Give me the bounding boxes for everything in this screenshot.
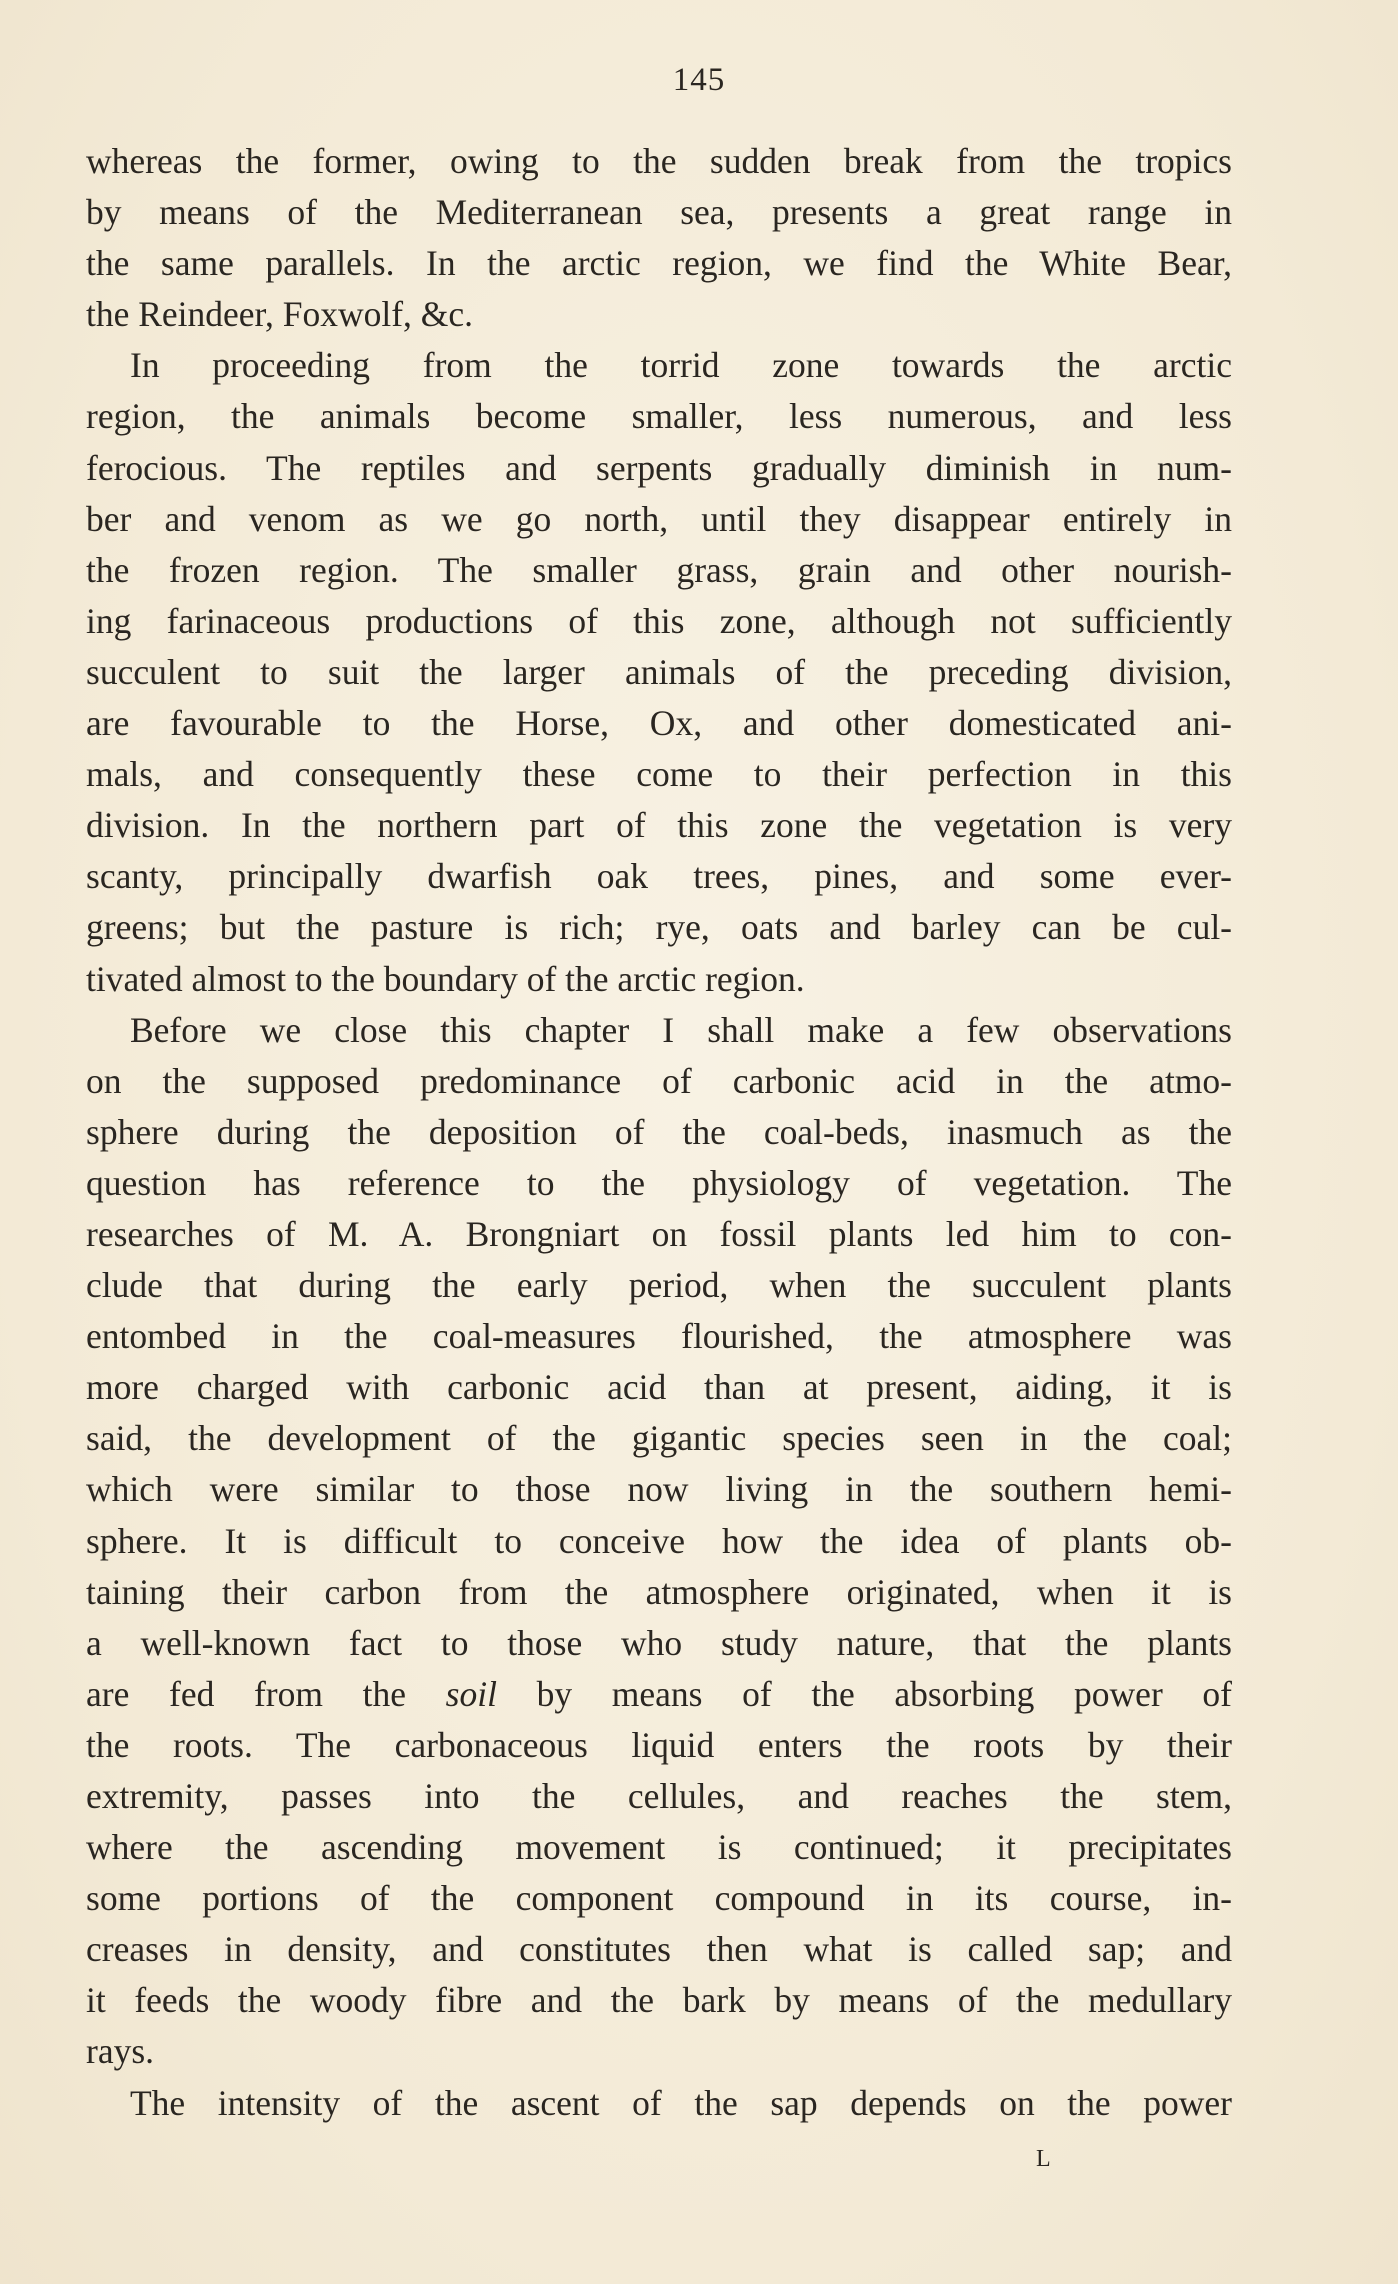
italic-word: soil	[445, 1673, 497, 1714]
text-line: ber and venom as we go north, until they disappear entirely in	[86, 498, 1232, 539]
text-line: mals, and consequently these come to their perfection in this	[86, 754, 1232, 795]
text-line: extremity, passes into the cellules, and reaches the stem,	[86, 1776, 1232, 1816]
text-line: the same parallels. In the arctic region, we find the White Bear,	[86, 243, 1232, 284]
text-line: rays.	[86, 2031, 155, 2072]
text-line: sphere during the deposition of the coal-beds, inasmuch as the	[86, 1111, 1232, 1152]
text-line: the frozen region. The smaller grass, grain and other nourish-	[86, 549, 1232, 590]
text-line: taining their carbon from the atmosphere originated, when it is	[86, 1571, 1232, 1612]
text-line: region, the animals become smaller, less numerous, and less	[86, 396, 1232, 437]
text-line: whereas the former, owing to the sudden break from the tropics	[86, 141, 1232, 181]
text-run: by means of the absorbing power of	[496, 1673, 1232, 1714]
text-line: are favourable to the Horse, Ox, and other domesticated ani-	[86, 703, 1232, 744]
text-line: tivated almost to the boundary of the arctic region.	[86, 958, 805, 999]
text-line: the Reindeer, Foxwolf, &c.	[86, 294, 474, 335]
text-line: said, the development of the gigantic species seen in the coal;	[86, 1418, 1232, 1459]
text-line: clude that during the early period, when the succulent plants	[86, 1265, 1232, 1306]
body-text	[86, 136, 1232, 2129]
text-line: which were similar to those now living in the southern hemi-	[86, 1469, 1232, 1510]
text-line: sphere. It is difficult to conceive how the idea of plants ob-	[86, 1520, 1232, 1561]
signature-mark: L	[1036, 2146, 1052, 2172]
text-run: are fed from the	[86, 1673, 446, 1714]
text-line: on the supposed predominance of carbonic acid in the atmo-	[86, 1060, 1232, 1101]
text-line: scanty, principally dwarfish oak trees, pines, and some ever-	[86, 856, 1232, 897]
text-line: greens; but the pasture is rich; rye, oats and barley can be cul-	[86, 907, 1232, 948]
paragraph-start-line: The intensity of the ascent of the sap depends on the power	[130, 2082, 1232, 2123]
text-line: some portions of the component compound in its course, in-	[86, 1878, 1232, 1919]
text-line: more charged with carbonic acid than at present, aiding, it is	[86, 1367, 1232, 1408]
text-line: creases in density, and constitutes then what is called sap; and	[86, 1929, 1232, 1970]
paragraph-start-line: In proceeding from the torrid zone towards the arctic	[130, 345, 1232, 386]
text-line: ing farinaceous productions of this zone, although not sufficiently	[86, 600, 1232, 641]
paragraph-start-line: Before we close this chapter I shall make a few observations	[130, 1009, 1232, 1050]
page-number: 145	[672, 62, 726, 98]
text-line: ferocious. The reptiles and serpents gradually diminish in num-	[86, 447, 1232, 488]
text-line: it feeds the woody fibre and the bark by means of the medullary	[86, 1980, 1232, 2021]
text-line: the roots. The carbonaceous liquid enters the roots by their	[86, 1724, 1232, 1765]
text-line: question has reference to the physiology of vegetation. The	[86, 1162, 1232, 1203]
text-line: researches of M. A. Brongniart on fossil plants led him to con-	[86, 1213, 1232, 1254]
text-line: a well-known fact to those who study nature, that the plants	[86, 1622, 1232, 1663]
text-line-with-italic	[86, 1669, 1232, 1720]
text-line: succulent to suit the larger animals of the preceding division,	[86, 651, 1232, 692]
text-line: by means of the Mediterranean sea, presents a great range in	[86, 192, 1232, 233]
text-line: entombed in the coal-measures flourished, the atmosphere was	[86, 1316, 1232, 1357]
text-line: division. In the northern part of this zone the vegetation is very	[86, 805, 1232, 846]
text-line: where the ascending movement is continued; it precipitates	[86, 1827, 1232, 1868]
